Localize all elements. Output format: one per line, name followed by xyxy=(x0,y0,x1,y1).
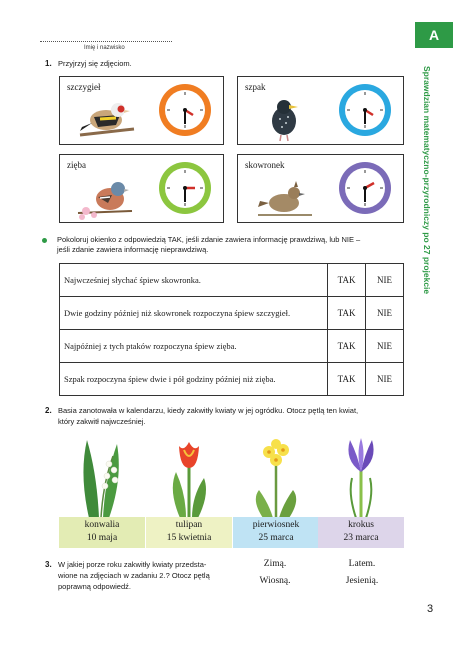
task-bullet xyxy=(42,238,47,243)
statement-cell: Dwie godziny później niż skowronek rozpoczyna śpiew szczygieł. xyxy=(60,297,328,330)
tulip-photo[interactable] xyxy=(146,434,232,518)
name-label: Imię i nazwisko xyxy=(84,45,125,51)
skylark-photo xyxy=(254,171,316,221)
task3-number: 3. xyxy=(45,560,52,569)
task3-line2: wione na zdjęciach w zadaniu 2.? Otocz pętlą xyxy=(58,571,210,580)
flower-date: 25 marca xyxy=(258,533,294,543)
flower-name: tulipan xyxy=(175,520,203,530)
task2-line1: Basia zanotowała w kalendarzu, kiedy zakwitły kwiaty w jej ogródku. Otocz pętlą ten kwiat, xyxy=(58,406,359,415)
primrose-photo[interactable] xyxy=(233,434,319,518)
flower-name: krokus xyxy=(348,520,374,530)
flower-label-pierwiosnek xyxy=(233,517,319,548)
task-color-line1: Pokoloruj okienko z odpowiedzią TAK, jeśli zdanie zawiera informację prawdziwą, lub NIE – xyxy=(57,235,361,244)
task1-instruction: Przyjrzyj się zdjęciom. xyxy=(58,59,132,68)
statement-cell: Najpóźniej z tych ptaków rozpoczyna śpiew zięba. xyxy=(60,330,328,363)
clock-icon xyxy=(337,160,393,216)
flower-date: 15 kwietnia xyxy=(166,533,212,543)
flower-label-krokus xyxy=(318,517,404,548)
side-title: Sprawdzian matematyczno-przyrodniczy po 27 projekcie xyxy=(422,66,432,295)
bird-card-szczygiel xyxy=(59,76,224,145)
answer-latem[interactable]: Latem. xyxy=(348,559,376,569)
answer-zima[interactable]: Zimą. xyxy=(263,559,287,569)
flower-date: 23 marca xyxy=(343,533,379,543)
bird-label: szpak xyxy=(245,82,266,92)
flower-date: 10 maja xyxy=(86,533,118,543)
flower-name: konwalia xyxy=(84,520,120,530)
bird-label: szczygieł xyxy=(67,82,101,92)
task-color-line2: jeśli zdanie zawiera informację nieprawdziwą. xyxy=(57,245,209,254)
yes-box[interactable]: TAK xyxy=(328,297,366,330)
bird-card-szpak xyxy=(237,76,404,145)
flower-name: pierwiosnek xyxy=(252,520,300,530)
no-box[interactable]: NIE xyxy=(366,330,404,363)
table-row xyxy=(60,297,404,330)
table-row xyxy=(60,330,404,363)
crocus-photo[interactable] xyxy=(318,434,404,518)
clock-icon xyxy=(157,160,213,216)
no-box[interactable]: NIE xyxy=(366,297,404,330)
statement-cell: Najwcześniej słychać śpiew skowronka. xyxy=(60,264,328,297)
answer-jesienia[interactable]: Jesienią. xyxy=(345,576,379,586)
chaffinch-photo xyxy=(76,171,138,221)
answer-column-2 xyxy=(332,556,392,590)
task2-line2: który zakwitł najwcześniej. xyxy=(58,417,146,426)
bird-card-skowronek xyxy=(237,154,404,223)
yes-box[interactable]: TAK xyxy=(328,264,366,297)
bird-label: zięba xyxy=(67,160,86,170)
clock-icon xyxy=(337,82,393,138)
bird-card-zieba xyxy=(59,154,224,223)
table-row xyxy=(60,264,404,297)
bird-label: skowronek xyxy=(245,160,285,170)
flower-label-tulipan xyxy=(146,517,232,548)
table-row xyxy=(60,363,404,396)
yes-box[interactable]: TAK xyxy=(328,330,366,363)
answer-column-1 xyxy=(245,556,305,590)
task3-line1: W jakiej porze roku zakwitły kwiaty przedsta- xyxy=(58,560,207,569)
answer-wiosna[interactable]: Wiosną. xyxy=(259,576,291,586)
true-false-table xyxy=(59,263,404,396)
no-box[interactable]: NIE xyxy=(366,264,404,297)
flower-label-konwalia xyxy=(59,517,145,548)
no-box[interactable]: NIE xyxy=(366,363,404,396)
lily-of-the-valley-photo[interactable] xyxy=(59,434,145,518)
yes-box[interactable]: TAK xyxy=(328,363,366,396)
clock-icon xyxy=(157,82,213,138)
task1-number: 1. xyxy=(45,59,52,68)
starling-photo xyxy=(254,93,316,143)
task2-number: 2. xyxy=(45,406,52,415)
goldfinch-photo xyxy=(76,93,138,143)
statement-cell: Szpak rozpoczyna śpiew dwie i pół godziny później niż zięba. xyxy=(60,363,328,396)
page-number: 3 xyxy=(427,603,434,615)
section-tab: A xyxy=(415,22,453,48)
task3-line3: poprawną odpowiedź. xyxy=(58,582,131,591)
name-line xyxy=(40,41,172,42)
